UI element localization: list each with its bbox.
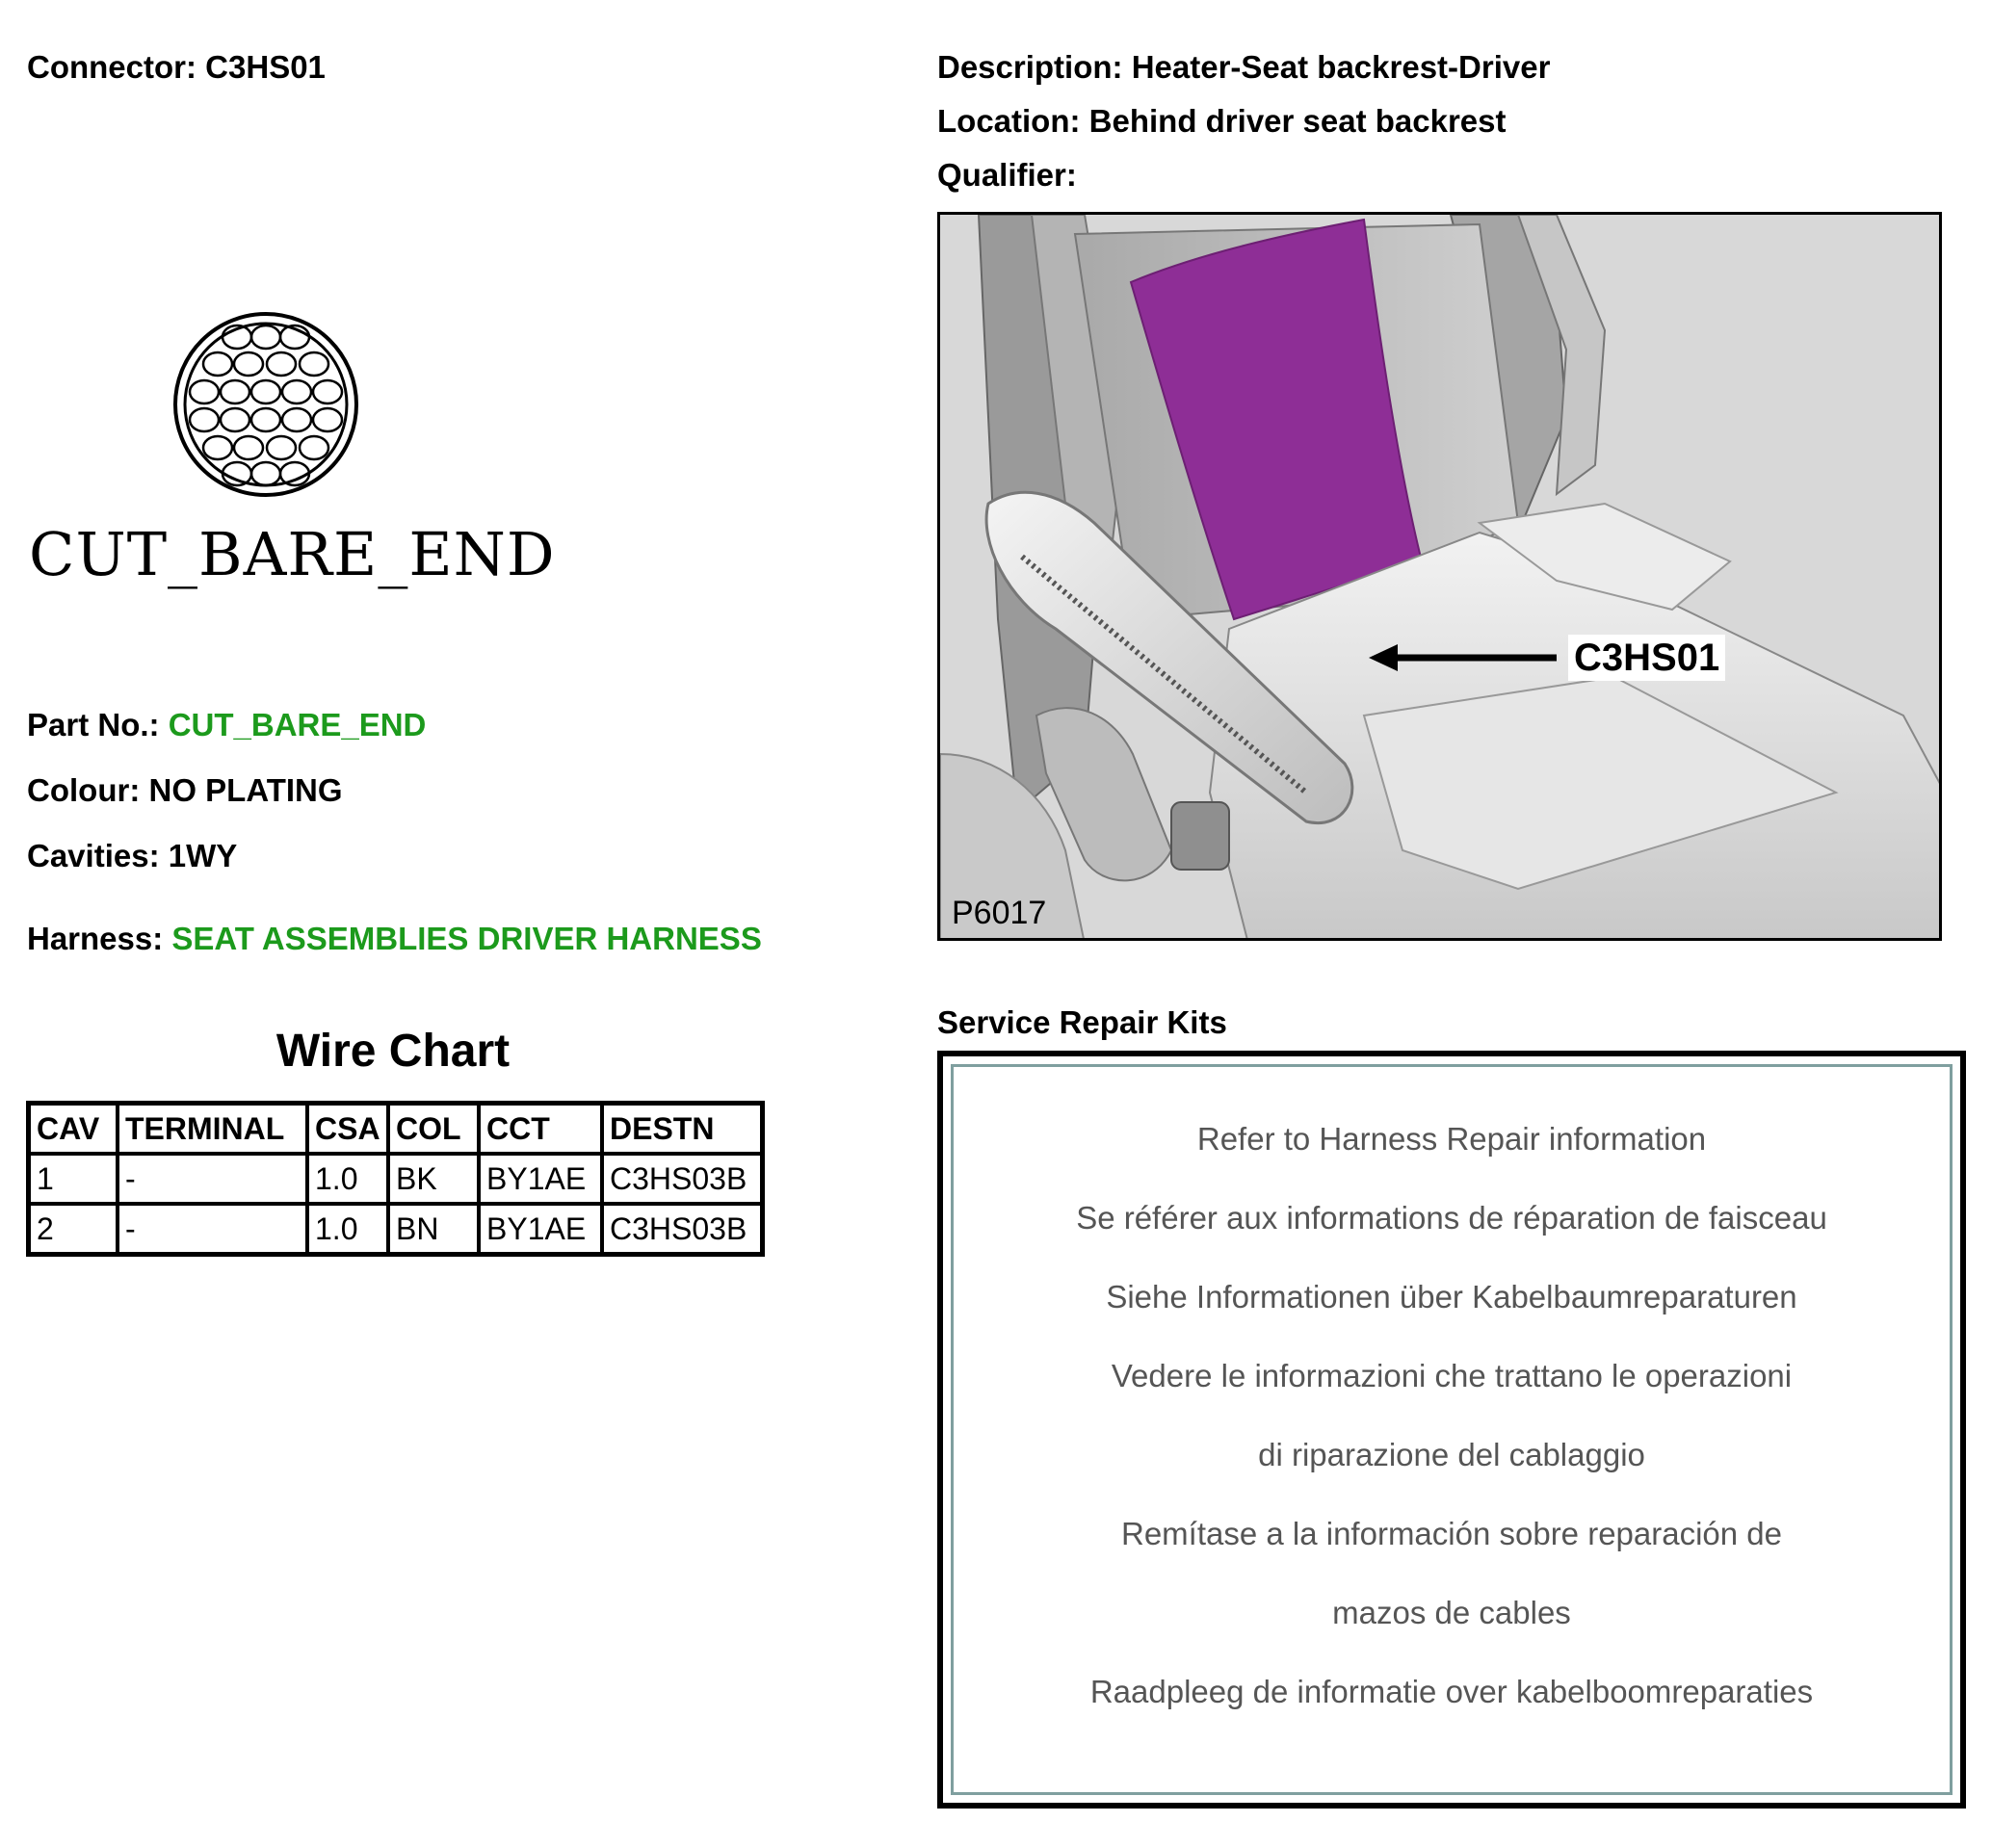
connector-symbol-name: CUT_BARE_END <box>29 519 556 589</box>
description-line <box>937 48 1550 87</box>
location-label: Location: <box>937 103 1081 139</box>
cell-cct: BY1AE <box>479 1204 602 1255</box>
qualifier-label: Qualifier: <box>937 157 1077 193</box>
colour-label: Colour: <box>27 772 141 808</box>
part-no-label: Part No.: <box>27 707 160 742</box>
repair-line-es-1: Remítase a la información sobre reparación de <box>1120 1516 1783 1551</box>
photo-callout-label: C3HS01 <box>1568 635 1725 681</box>
column-header-destn: DESTN <box>602 1104 763 1155</box>
service-repair-kits-box <box>937 1051 1966 1809</box>
table-row <box>29 1204 763 1255</box>
connector-value: C3HS01 <box>205 49 326 85</box>
cell-terminal: - <box>118 1154 307 1204</box>
repair-line-nl: Raadpleeg de informatie over kabelboomreparaties <box>1089 1674 1814 1709</box>
cell-terminal: - <box>118 1204 307 1255</box>
colour-value: NO PLATING <box>148 772 343 808</box>
table-row <box>29 1154 763 1204</box>
wire-chart-table <box>26 1101 765 1257</box>
seat-illustration <box>940 215 1942 941</box>
repair-line-de: Siehe Informationen über Kabelbaumreparaturen <box>1106 1279 1797 1314</box>
service-repair-kits-title: Service Repair Kits <box>937 1004 1227 1040</box>
cell-csa: 1.0 <box>307 1204 388 1255</box>
cell-destn: C3HS03B <box>602 1154 763 1204</box>
cell-col: BK <box>388 1154 479 1204</box>
qualifier-line <box>937 156 1077 195</box>
connector-heading <box>27 48 326 87</box>
cavities-label: Cavities: <box>27 838 160 873</box>
column-header-col: COL <box>388 1104 479 1155</box>
repair-line-it-1: Vedere le informazioni che trattano le operazioni <box>1111 1358 1793 1393</box>
wire-chart-title: Wire Chart <box>275 1026 511 1077</box>
cell-destn: C3HS03B <box>602 1204 763 1255</box>
service-repair-kits-inner-frame <box>951 1064 1953 1795</box>
colour-line <box>27 771 343 810</box>
description-label: Description: <box>937 49 1123 85</box>
part-no-link[interactable]: CUT_BARE_END <box>168 707 427 742</box>
column-header-csa: CSA <box>307 1104 388 1155</box>
connector-label: Connector: <box>27 49 197 85</box>
wire-chart-header-row <box>29 1104 763 1155</box>
photo-id-label: P6017 <box>952 895 1047 931</box>
repair-line-es-2: mazos de cables <box>1332 1595 1571 1630</box>
circular-multi-pin-connector-icon <box>170 308 362 501</box>
repair-line-fr: Se référer aux informations de réparation de faisceau <box>1076 1200 1827 1236</box>
cavities-value: 1WY <box>168 838 238 873</box>
cavities-line <box>27 837 237 875</box>
cell-cct: BY1AE <box>479 1154 602 1204</box>
cell-cav: 2 <box>29 1204 118 1255</box>
repair-line-en: Refer to Harness Repair information <box>1196 1121 1707 1157</box>
cell-csa: 1.0 <box>307 1154 388 1204</box>
harness-label: Harness: <box>27 921 164 956</box>
column-header-terminal: TERMINAL <box>118 1104 307 1155</box>
harness-line <box>27 920 762 958</box>
harness-link[interactable]: SEAT ASSEMBLIES DRIVER HARNESS <box>171 921 762 956</box>
description-value: Heater-Seat backrest-Driver <box>1131 49 1551 85</box>
location-value: Behind driver seat backrest <box>1088 103 1507 139</box>
column-header-cav: CAV <box>29 1104 118 1155</box>
part-no-line <box>27 706 426 744</box>
cell-cav: 1 <box>29 1154 118 1204</box>
location-line <box>937 102 1507 141</box>
column-header-cct: CCT <box>479 1104 602 1155</box>
service-repair-kits-text <box>954 1117 1950 1749</box>
cell-col: BN <box>388 1204 479 1255</box>
repair-line-it-2: di riparazione del cablaggio <box>1258 1437 1645 1472</box>
connector-location-photo <box>937 212 1942 941</box>
